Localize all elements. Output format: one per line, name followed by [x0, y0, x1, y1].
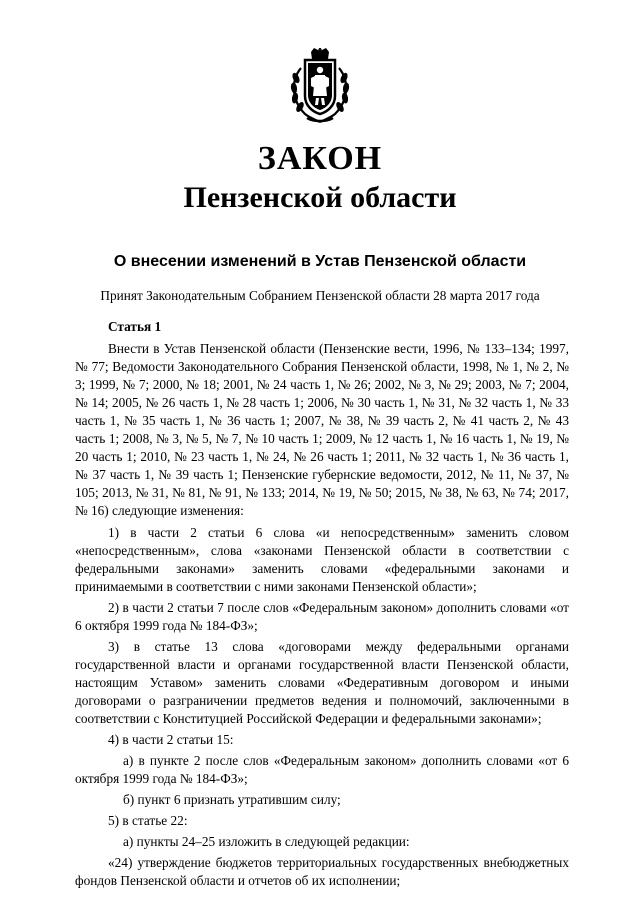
list-item: 5) в статье 22:	[108, 813, 188, 829]
list-item: 4) в части 2 статьи 15:	[108, 732, 234, 748]
coat-of-arms-icon	[285, 48, 355, 126]
list-item: 3) в статье 13 слова «договорами между федеральными органами государственной власти и органами государственной власти Пензенской области, настоящим Уставом» заменить словами «Федеративным договором и иными договорами о разграничении предметов ведения и полномочий, заключенными в соответствии с Конституцией Российской Федерации и федеральными законами»;	[75, 638, 569, 726]
quoted-item: «24) утверждение бюджетов территориальных государственных внебюджетных фондов Пензенской области и отчетов об их исполнении;	[75, 855, 569, 889]
article-title: Статья 1	[108, 319, 162, 334]
list-item: 2) в части 2 статьи 7 после слов «Федеральным законом» дополнить словами «от 6 октября 1999 года № 184-ФЗ»;	[75, 599, 569, 633]
adoption-line: Принят Законодательным Собранием Пензенской области 28 марта 2017 года	[100, 288, 540, 303]
intro-paragraph: Внести в Устав Пензенской области (Пензенские вести, 1996, № 133–134; 1997, № 77; Ведомости Законодательного Собрания Пензенской области, 1998, № 1, № 2, № 3; 1999, № 7; 2000, № 18; 2001, № 24 часть 1, № 26; 2002, № 3, № 29; 2003, № 7; 2004, № 14; 2005, № 26 часть 1, № 28 часть 1; 2006, № 30 часть 1, № 31, № 32 часть 1, № 33 часть 1, № 35 часть 1, № 36 часть 1; 2007, № 38, № 39 часть 2, № 41 часть 2, № 43 часть 1; 2008, № 3, № 5, № 7, № 10 часть 1; 2009, № 12 часть 1, № 16 часть 1, № 19, № 20 часть 1; 2010, № 23 часть 1, № 24, № 26 часть 1; 2011, № 32 часть 1, № 36 часть 1, № 37 часть 1, № 39 часть 1; Пензенские губернские ведомости, 2012, № 11, № 37, № 105; 2013, № 31, № 81, № 91, № 133; 2014, № 19, № 50; 2015, № 38, № 63, № 74; 2017, № 16) следующие изменения:	[75, 341, 569, 519]
region-subtitle: Пензенской области	[183, 181, 457, 214]
sub-item: б) пункт 6 признать утратившим силу;	[123, 792, 341, 808]
sub-item: а) в пункте 2 после слов «Федеральным законом» дополнить словами «от 6 октября 1999 года № 184-ФЗ»;	[75, 753, 569, 787]
document-body	[75, 318, 569, 890]
document-type-title: ЗАКОН	[257, 140, 383, 177]
list-item: 1) в части 2 статьи 6 слова «и непосредственным» заменить словом «непосредственным», слова «законами Пензенской области в соответствии с федеральными законами» заменить словами «федеральными законами и принимаемыми в соответствии с ними законами Пензенской области»;	[75, 524, 569, 594]
law-heading: О внесении изменений в Устав Пензенской области	[113, 253, 527, 270]
sub-item: а) пункты 24–25 изложить в следующей редакции:	[123, 834, 410, 850]
